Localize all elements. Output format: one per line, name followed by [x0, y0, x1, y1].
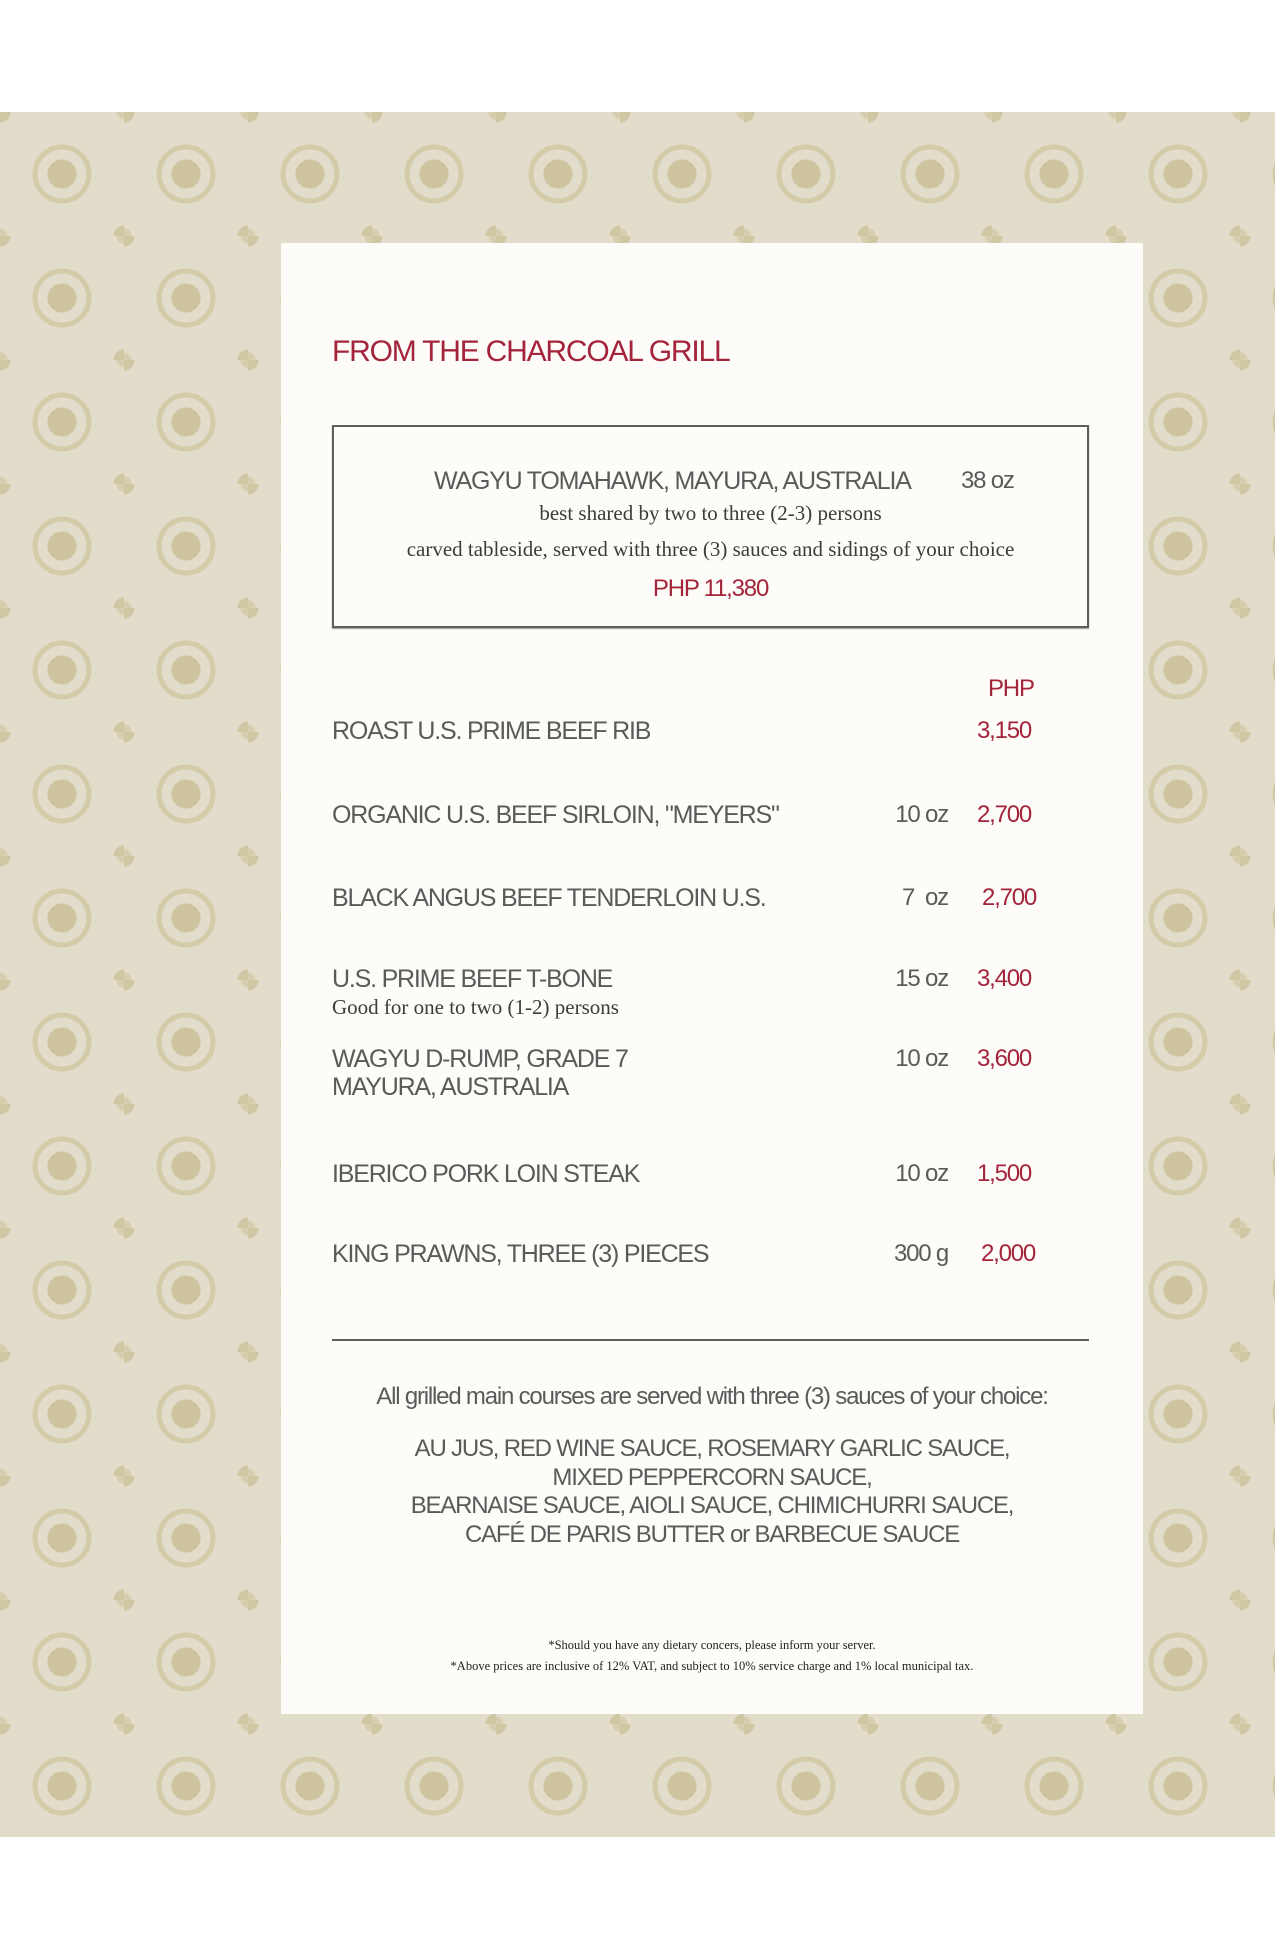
item-price: 2,700: [977, 801, 1032, 828]
item-name: U.S. PRIME BEEF T-BONE: [332, 965, 613, 993]
item-name: ROAST U.S. PRIME BEEF RIB: [332, 717, 651, 745]
item-name: WAGYU D-RUMP, GRADE 7: [332, 1045, 628, 1073]
item-weight: 10 oz: [895, 1160, 948, 1187]
item-name: ORGANIC U.S. BEEF SIRLOIN, "MEYERS": [332, 801, 779, 829]
featured-name: WAGYU TOMAHAWK, MAYURA, AUSTRALIA: [434, 467, 911, 495]
item-name: BLACK ANGUS BEEF TENDERLOIN U.S.: [332, 884, 766, 912]
featured-note-shared: best shared by two to three (2-3) persons: [539, 501, 882, 525]
sauce-line: CAFÉ DE PARIS BUTTER or BARBECUE SAUCE: [464, 1521, 960, 1548]
divider: [332, 1339, 1089, 1341]
sauce-line: BEARNAISE SAUCE, AIOLI SAUCE, CHIMICHURRI SAUCE,: [410, 1492, 1014, 1519]
sauce-intro: All grilled main courses are served with three (3) sauces of your choice:: [376, 1383, 1048, 1410]
menu-card: [281, 243, 1143, 1714]
item-price: 1,500: [977, 1160, 1032, 1187]
item-price: 3,400: [977, 965, 1032, 992]
featured-item-box: [332, 425, 1089, 628]
item-weight: 300 g: [893, 1240, 948, 1267]
section-title: FROM THE CHARCOAL GRILL: [332, 335, 730, 368]
featured-weight: 38 oz: [961, 467, 1014, 494]
item-price: 2,700: [982, 884, 1037, 911]
item-name: IBERICO PORK LOIN STEAK: [332, 1160, 640, 1188]
item-weight: 7 oz: [901, 884, 948, 911]
item-weight: 15 oz: [895, 965, 948, 992]
footnote-tax: *Above prices are inclusive of 12% VAT, and subject to 10% service charge and 1% local municipal tax.: [450, 1659, 974, 1673]
item-note: Good for one to two (1-2) persons: [332, 995, 619, 1019]
item-weight: 10 oz: [895, 1045, 948, 1072]
item-name-origin: MAYURA, AUSTRALIA: [332, 1073, 569, 1101]
price-column-header: PHP: [988, 675, 1034, 702]
item-price: 3,600: [977, 1045, 1032, 1072]
item-weight: 10 oz: [895, 801, 948, 828]
sauce-line: MIXED PEPPERCORN SAUCE,: [552, 1464, 872, 1491]
featured-price: PHP 11,380: [652, 575, 769, 602]
sauce-line: AU JUS, RED WINE SAUCE, ROSEMARY GARLIC SAUCE,: [414, 1435, 1010, 1462]
item-price: 3,150: [977, 717, 1032, 744]
item-price: 2,000: [981, 1240, 1036, 1267]
item-name: KING PRAWNS, THREE (3) PIECES: [332, 1240, 709, 1268]
footnote-dietary: *Should you have any dietary concers, please inform your server.: [548, 1638, 876, 1652]
featured-note-carved: carved tableside, served with three (3) sauces and sidings of your choice: [406, 537, 1015, 561]
